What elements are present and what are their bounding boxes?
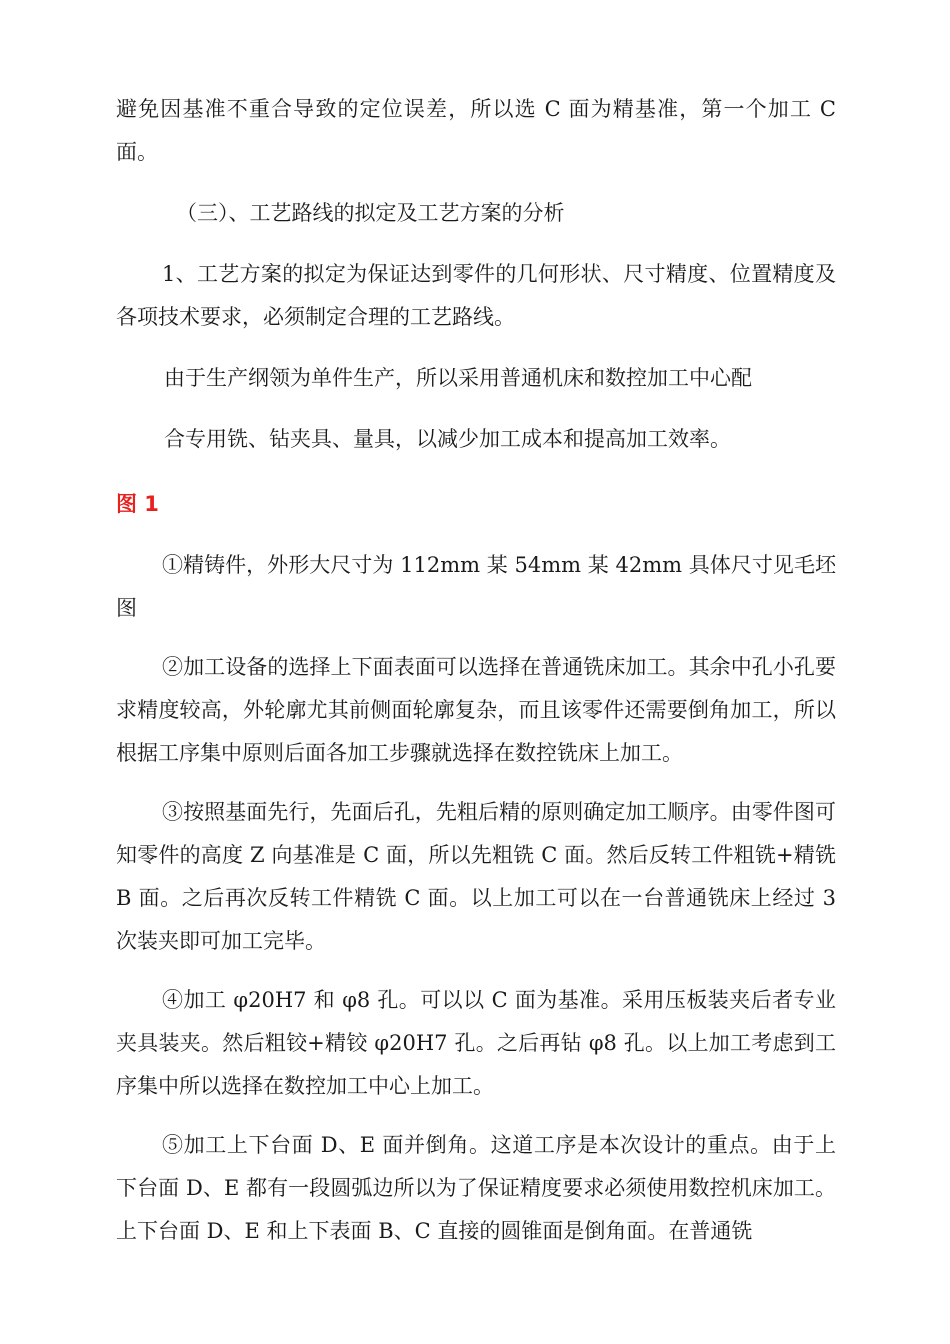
list-item-2: ②加工设备的选择上下面表面可以选择在普通铣床加工。其余中孔小孔要求精度较高，外轮廓尤其前侧面轮廓复杂，而且该零件还需要倒角加工，所以根据工序集中原则后面各加工步骤就选择在数控铣床上加工。	[116, 655, 836, 765]
paragraph-fixtures: 合专用铣、钻夹具、量具，以减少加工成本和提高加工效率。	[164, 427, 731, 451]
paragraph-continuation: 避免因基准不重合导致的定位误差，所以选 C 面为精基准，第一个加工 C 面。	[116, 97, 836, 164]
paragraph-production: 由于生产纲领为单件生产，所以采用普通机床和数控加工中心配	[164, 366, 752, 390]
list-item-3: ③按照基面先行，先面后孔，先粗后精的原则确定加工顺序。由零件图可知零件的高度 Z 向基准是 C 面，所以先粗铣 C 面。然后反转工件粗铣+精铣 B 面。之后再次反转工件精铣 C 面。以上加工可以在一台普通铣床上经过 3 次装夹即可加工完毕。	[116, 800, 836, 953]
list-item-5: ⑤加工上下台面 D、E 面并倒角。这道工序是本次设计的重点。由于上下台面 D、E 都有一段圆弧边所以为了保证精度要求必须使用数控机床加工。上下台面 D、E 和上下表面 B、C 直接的圆锥面是倒角面。在普通铣	[116, 1133, 836, 1243]
list-item-4: ④加工 φ20H7 和 φ8 孔。可以以 C 面为基准。采用压板装夹后者专业夹具装夹。然后粗铰+精铰 φ20H7 孔。之后再钻 φ8 孔。以上加工考虑到工序集中所以选择在数控加工中心上加工。	[116, 988, 836, 1098]
paragraph-process-plan: 1、工艺方案的拟定为保证达到零件的几何形状、尺寸精度、位置精度及各项技术要求，必须制定合理的工艺路线。	[116, 262, 836, 329]
document-page	[116, 88, 836, 1253]
section-heading: （三）、工艺路线的拟定及工艺方案的分析	[176, 201, 565, 225]
list-item-1: ①精铸件，外形大尺寸为 112mm 某 54mm 某 42mm 具体尺寸见毛坯图	[116, 553, 836, 620]
figure-label: 图 1	[116, 492, 159, 516]
